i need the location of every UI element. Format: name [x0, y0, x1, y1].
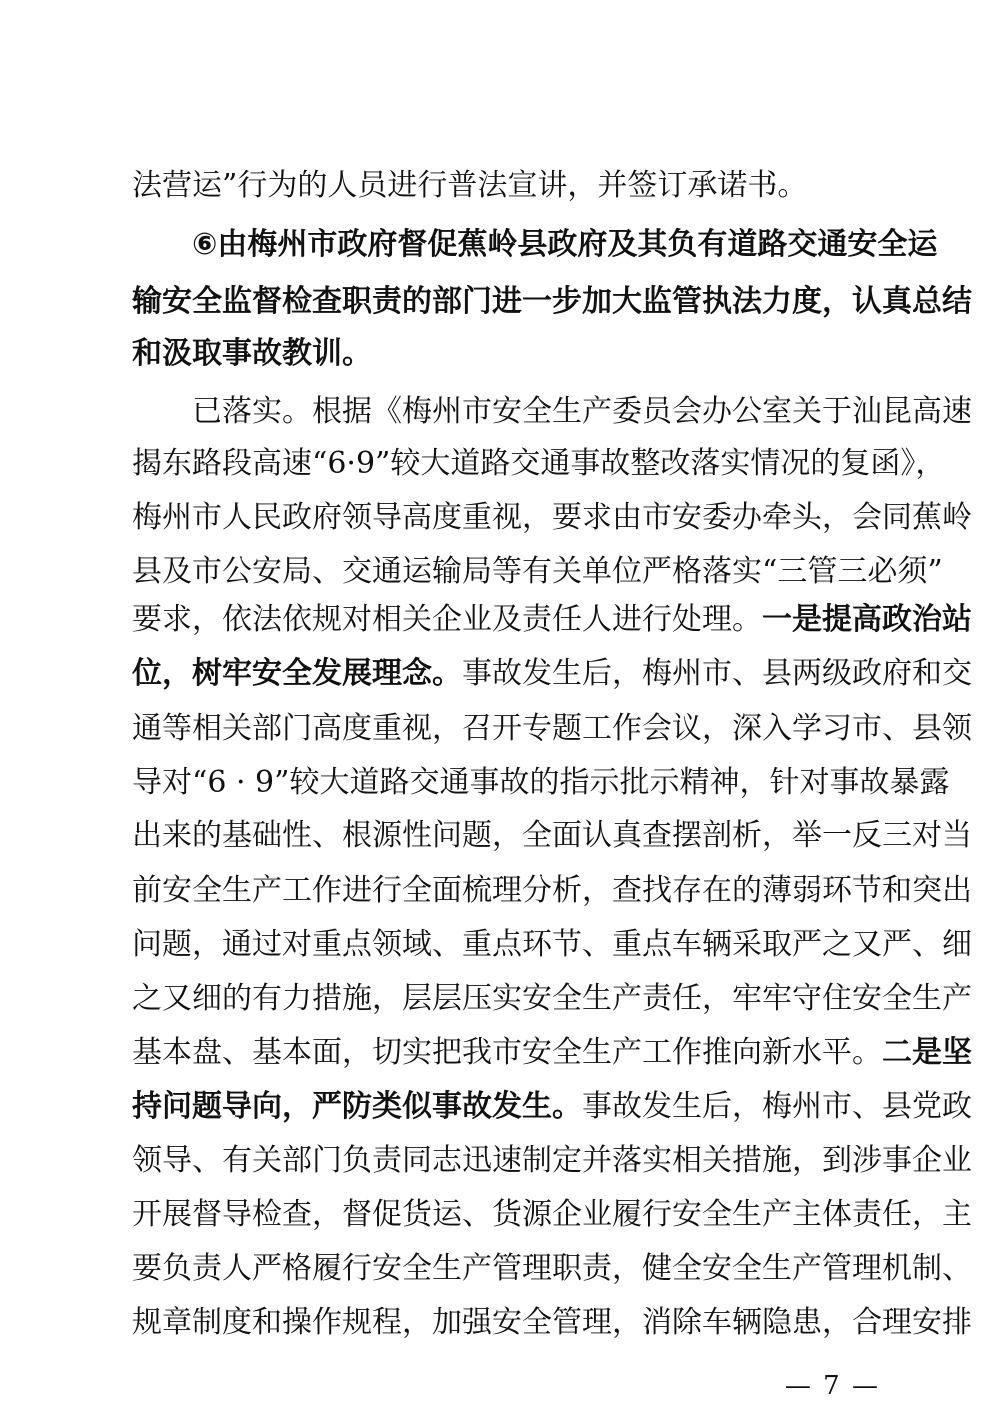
text-line	[132, 645, 972, 703]
text-line: 通等相关部门高度重视，召开专题工作会议，深入学习市、县领	[132, 711, 972, 746]
emphasis-segment: 二是坚	[882, 1035, 972, 1070]
text-line: 前安全生产工作进行全面梳理分析，查找存在的薄弱环节和突出	[132, 873, 972, 908]
emphasis-segment: 位，树牢安全发展理念。	[132, 656, 462, 691]
text-line: 之又细的有力措施，层层压实安全生产责任，牢牢守住安全生产	[132, 981, 972, 1016]
text-line: 规章制度和操作规程，加强安全管理，消除车辆隐患，合理安排	[132, 1305, 972, 1340]
text-line: 问题，通过对重点领域、重点环节、重点车辆采取严之又严、细	[132, 927, 972, 962]
text-line: 法营运”行为的人员进行普法宣讲，并签订承诺书。	[132, 168, 808, 203]
page-number: — 7 —	[784, 1371, 880, 1401]
text-line: 开展督导检查，督促货运、货源企业履行安全生产主体责任，主	[132, 1197, 972, 1232]
text-line	[132, 591, 972, 649]
heading-line: 输安全监督检查职责的部门进一步加大监管执法力度，认真总结	[132, 284, 972, 319]
text-segment: 事故发生后，梅州市、县党政	[582, 1089, 972, 1124]
heading-line: 和汲取事故教训。	[132, 336, 372, 371]
text-line: 已落实。根据《梅州市安全生产委员会办公室关于汕昆高速	[192, 394, 972, 429]
text-line: 梅州市人民政府领导高度重视，要求由市安委办牵头，会同蕉岭	[132, 500, 972, 535]
emphasis-segment: 一是提高政治站	[762, 602, 972, 637]
text-line: 揭东路段高速“6·9”较大道路交通事故整改落实情况的复函》，	[132, 446, 946, 481]
heading-line: ⑥由梅州市政府督促蕉岭县政府及其负有道路交通安全运	[192, 227, 938, 262]
text-line: 县及市公安局、交通运输局等有关单位严格落实“三管三必须”	[132, 554, 943, 589]
text-segment: 事故发生后，梅州市、县两级政府和交	[462, 656, 972, 691]
text-segment: 要求，依法依规对相关企业及责任人进行处理。	[132, 602, 762, 637]
text-line: 出来的基础性、根源性问题，全面认真查摆剖析，举一反三对当	[132, 818, 972, 853]
text-line: 领导、有关部门负责同志迅速制定并落实相关措施，到涉事企业	[132, 1143, 972, 1178]
emphasis-segment: 持问题导向，严防类似事故发生。	[132, 1089, 582, 1124]
text-line	[132, 1024, 972, 1082]
text-line: 导对“6 · 9”较大道路交通事故的指示批示精神，针对事故暴露	[132, 765, 950, 800]
text-segment: 基本盘、基本面，切实把我市安全生产工作推向新水平。	[132, 1035, 882, 1070]
text-line	[132, 1078, 972, 1136]
text-line: 要负责人严格履行安全生产管理职责，健全安全生产管理机制、	[132, 1251, 972, 1286]
